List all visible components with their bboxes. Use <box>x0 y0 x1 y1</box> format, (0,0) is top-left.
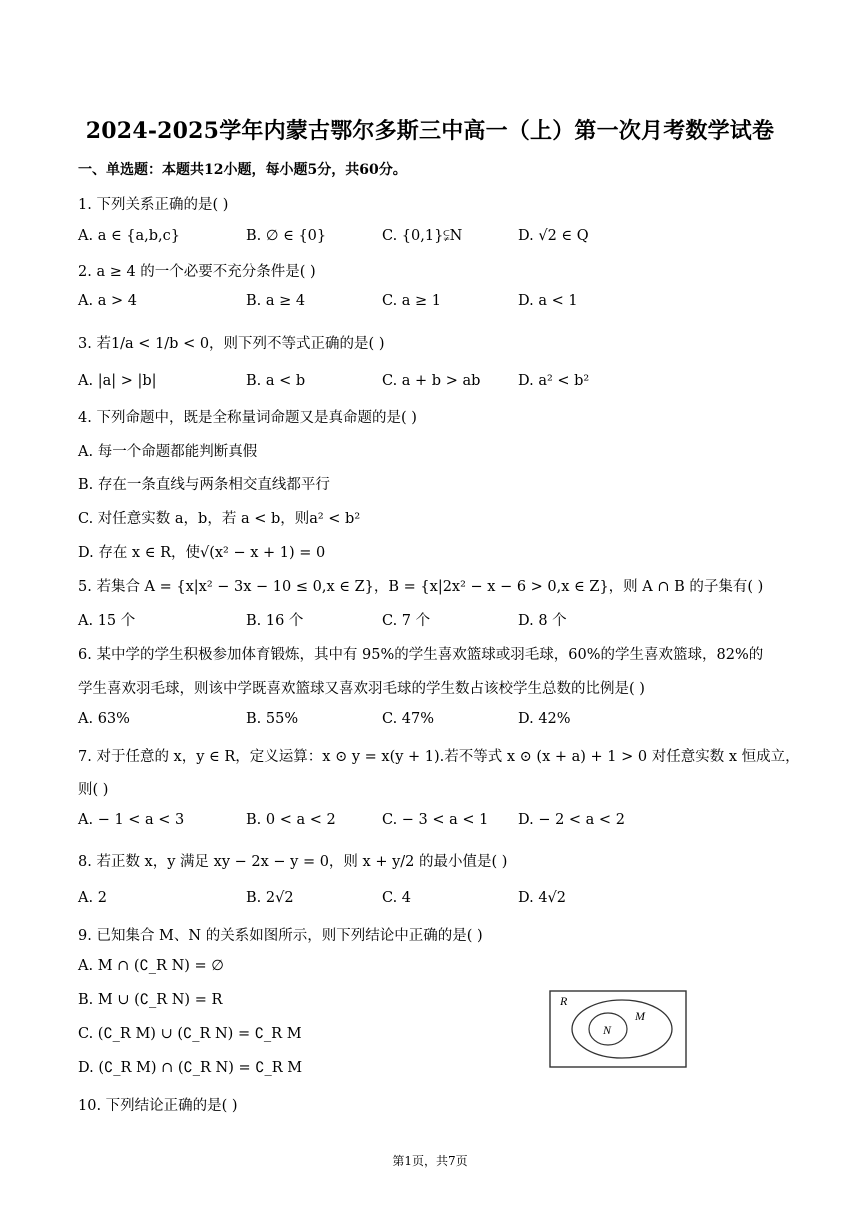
question-stem-continued: 学生喜欢羽毛球，则该中学既喜欢篮球又喜欢羽毛球的学生数占该校学生总数的比例是( ) <box>78 681 645 697</box>
set-m-label: M <box>635 1009 645 1023</box>
option-c: C. a + b > ab <box>382 373 481 389</box>
universe-box <box>550 991 686 1067</box>
option-c: C. 4 <box>382 890 412 906</box>
question-stem: 8. 若正数 x，y 满足 xy − 2x − y = 0，则 x + y/2 的最小值是( ) <box>78 854 508 870</box>
set-m-ellipse <box>572 1000 672 1058</box>
option-b: B. 2√2 <box>246 890 294 906</box>
option-d: D. 8 个 <box>518 613 567 629</box>
venn-diagram <box>549 990 687 1068</box>
option-a: A. a ∈ {a,b,c} <box>78 228 181 244</box>
option-d: D. 4√2 <box>518 890 567 906</box>
option-b: B. ∅ ∈ {0} <box>246 228 327 244</box>
option-c: C. a ≥ 1 <box>382 293 442 309</box>
option-c: C. {0,1}⫋N <box>382 228 463 244</box>
option-a: A. 2 <box>78 890 107 906</box>
set-n-label: N <box>603 1023 612 1037</box>
question-stem: 7. 对于任意的 x，y ∈ R，定义运算：x ⊙ y = x(y + 1).若不等式 x ⊙ (x + a) + 1 > 0 对任意实数 x 恒成立， <box>78 749 800 765</box>
option-d: D. − 2 < a < 2 <box>518 812 625 828</box>
option-c: C. 7 个 <box>382 613 431 629</box>
option-a: A. − 1 < a < 3 <box>78 812 185 828</box>
question-stem: 4. 下列命题中，既是全称量词命题又是真命题的是( ) <box>78 410 417 426</box>
option-a: A. 63% <box>78 711 130 727</box>
option-a: A. a > 4 <box>78 293 137 309</box>
question-stem: 10. 下列结论正确的是( ) <box>78 1098 238 1114</box>
option-d: D. 42% <box>518 711 571 727</box>
page-footer: 第1页，共7页 <box>392 1154 468 1168</box>
option-c: C. 47% <box>382 711 435 727</box>
option-d: D. (∁_R M) ∩ (∁_R N) = ∁_R M <box>78 1060 303 1076</box>
option-b: B. a ≥ 4 <box>246 293 306 309</box>
option-b: B. 16 个 <box>246 613 304 629</box>
option-c: C. 对任意实数 a，b，若 a < b，则a² < b² <box>78 511 361 527</box>
section-heading: 一、单选题：本题共12小题，每小题5分，共60分。 <box>78 162 407 178</box>
question-stem: 3. 若1/a < 1/b < 0，则下列不等式正确的是( ) <box>78 336 385 352</box>
question-stem: 1. 下列关系正确的是( ) <box>78 197 229 213</box>
question-stem: 9. 已知集合 M、N 的关系如图所示，则下列结论中正确的是( ) <box>78 928 483 944</box>
question-stem: 5. 若集合 A = {x|x² − 3x − 10 ≤ 0,x ∈ Z}，B = {x|2x² − x − 6 > 0,x ∈ Z}，则 A ∩ B 的子集有( ) <box>78 579 764 595</box>
option-b: B. M ∪ (∁_R N) = R <box>78 992 223 1008</box>
option-d: D. √2 ∈ Q <box>518 228 589 244</box>
question-stem-continued: 则( ) <box>78 782 109 798</box>
option-b: B. 55% <box>246 711 299 727</box>
option-d: D. a² < b² <box>518 373 590 389</box>
universe-label: R <box>560 994 568 1008</box>
paper-title: 2024-2025学年内蒙古鄂尔多斯三中高一（上）第一次月考数学试卷 <box>85 118 775 144</box>
option-a: A. |a| > |b| <box>78 373 157 389</box>
option-b: B. 0 < a < 2 <box>246 812 336 828</box>
option-d: D. 存在 x ∈ R，使√(x² − x + 1) = 0 <box>78 545 326 561</box>
option-c: C. − 3 < a < 1 <box>382 812 489 828</box>
option-c: C. (∁_R M) ∪ (∁_R N) = ∁_R M <box>78 1026 302 1042</box>
option-a: A. M ∩ (∁_R N) = ∅ <box>78 958 224 974</box>
option-b: B. 存在一条直线与两条相交直线都平行 <box>78 477 330 493</box>
option-a: A. 每一个命题都能判断真假 <box>78 444 258 460</box>
option-d: D. a < 1 <box>518 293 578 309</box>
question-stem: 2. a ≥ 4 的一个必要不充分条件是( ) <box>78 264 316 280</box>
option-a: A. 15 个 <box>78 613 136 629</box>
question-stem: 6. 某中学的学生积极参加体育锻炼，其中有 95%的学生喜欢篮球或羽毛球，60%的学生喜欢篮球，82%的 <box>78 647 764 663</box>
option-b: B. a < b <box>246 373 306 389</box>
